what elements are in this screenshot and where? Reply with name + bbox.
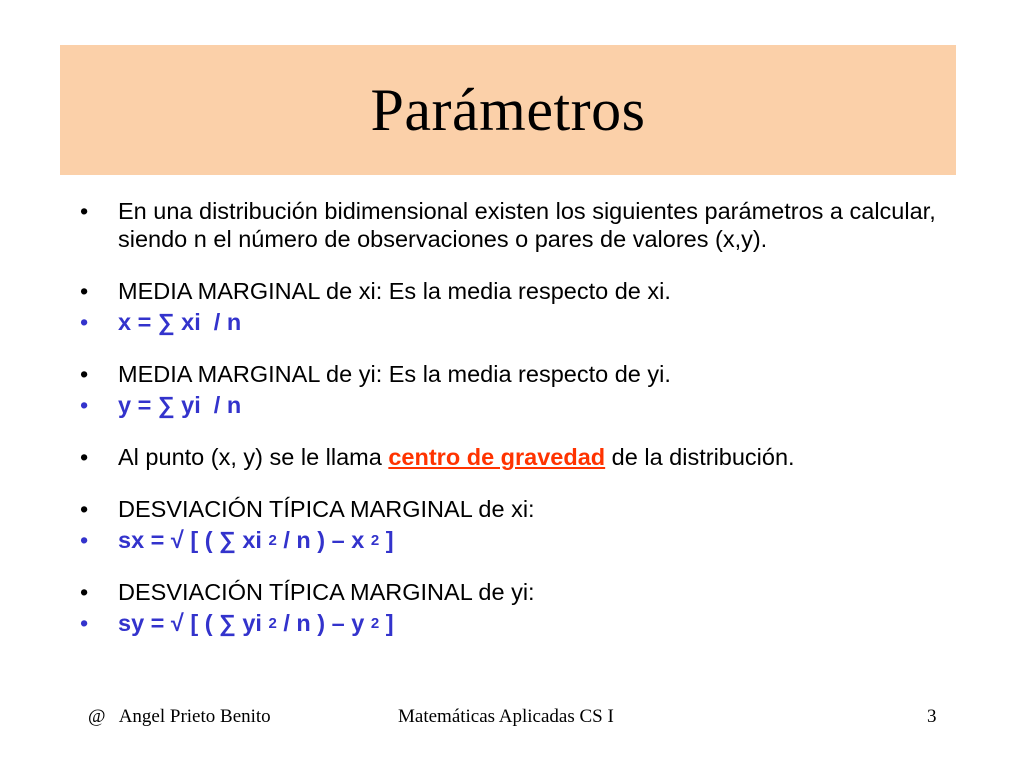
bullet-icon: • (80, 309, 89, 335)
desv-y-formula-item (80, 609, 960, 637)
media-y-item (80, 360, 960, 388)
intro-text: En una distribución bidimensional existen los siguientes parámetros a calcular, siendo n el número de observaciones o pares de valores (x,y). (118, 198, 936, 252)
bullet-icon: • (80, 392, 89, 418)
media-y-formula-item (80, 391, 960, 419)
footer-page-number: 3 (927, 706, 937, 727)
media-x-formula: x = ∑ xi / n (118, 309, 242, 335)
slide-footer (0, 706, 1024, 734)
desv-x-exp1: 2 (268, 532, 277, 549)
desv-y-formula (118, 610, 394, 636)
desv-y-text: DESVIACIÓN TÍPICA MARGINAL de yi: (118, 579, 535, 605)
desv-x-formula-item (80, 526, 960, 554)
media-x-item (80, 277, 960, 305)
desv-x-exp2: 2 (370, 532, 380, 549)
footer-course: Matemáticas Aplicadas CS I (398, 706, 614, 727)
desv-x-part1: sx = √ [ ( ∑ xi (118, 527, 269, 553)
centro-suffix: de la distribución. (605, 444, 795, 470)
bullet-icon: • (80, 198, 89, 224)
bullet-icon: • (80, 496, 89, 522)
media-x-formula-item (80, 308, 960, 336)
footer-author: @ Angel Prieto Benito (88, 706, 271, 727)
desv-y-part1: sy = √ [ ( ∑ yi (118, 610, 269, 636)
desv-x-part3: ] (379, 527, 394, 553)
bullet-icon: • (80, 579, 89, 605)
centro-item (80, 443, 960, 471)
desv-x-part2: / n ) – x (276, 527, 371, 553)
centro-prefix: Al punto (x, y) se le llama (118, 444, 389, 470)
bullet-list (80, 197, 960, 637)
bullet-icon: • (80, 278, 89, 304)
centro-highlight: centro de gravedad (388, 444, 606, 470)
media-y-text: MEDIA MARGINAL de yi: Es la media respecto de yi. (118, 361, 671, 387)
desv-y-exp2: 2 (370, 615, 380, 632)
bullet-icon: • (80, 610, 89, 636)
intro-item (80, 197, 960, 253)
title-banner (60, 45, 956, 175)
desv-x-formula (118, 527, 394, 553)
bullet-icon: • (80, 444, 89, 470)
media-x-text: MEDIA MARGINAL de xi: Es la media respecto de xi. (118, 278, 671, 304)
desv-y-exp1: 2 (268, 615, 277, 632)
desv-y-part3: ] (379, 610, 394, 636)
bullet-icon: • (80, 361, 89, 387)
desv-y-item (80, 578, 960, 606)
desv-x-text: DESVIACIÓN TÍPICA MARGINAL de xi: (118, 496, 535, 522)
bullet-icon: • (80, 527, 89, 553)
desv-y-part2: / n ) – y (276, 610, 371, 636)
media-y-formula: y = ∑ yi / n (118, 392, 242, 418)
slide-title: Parámetros (370, 76, 646, 143)
desv-x-item (80, 495, 960, 523)
